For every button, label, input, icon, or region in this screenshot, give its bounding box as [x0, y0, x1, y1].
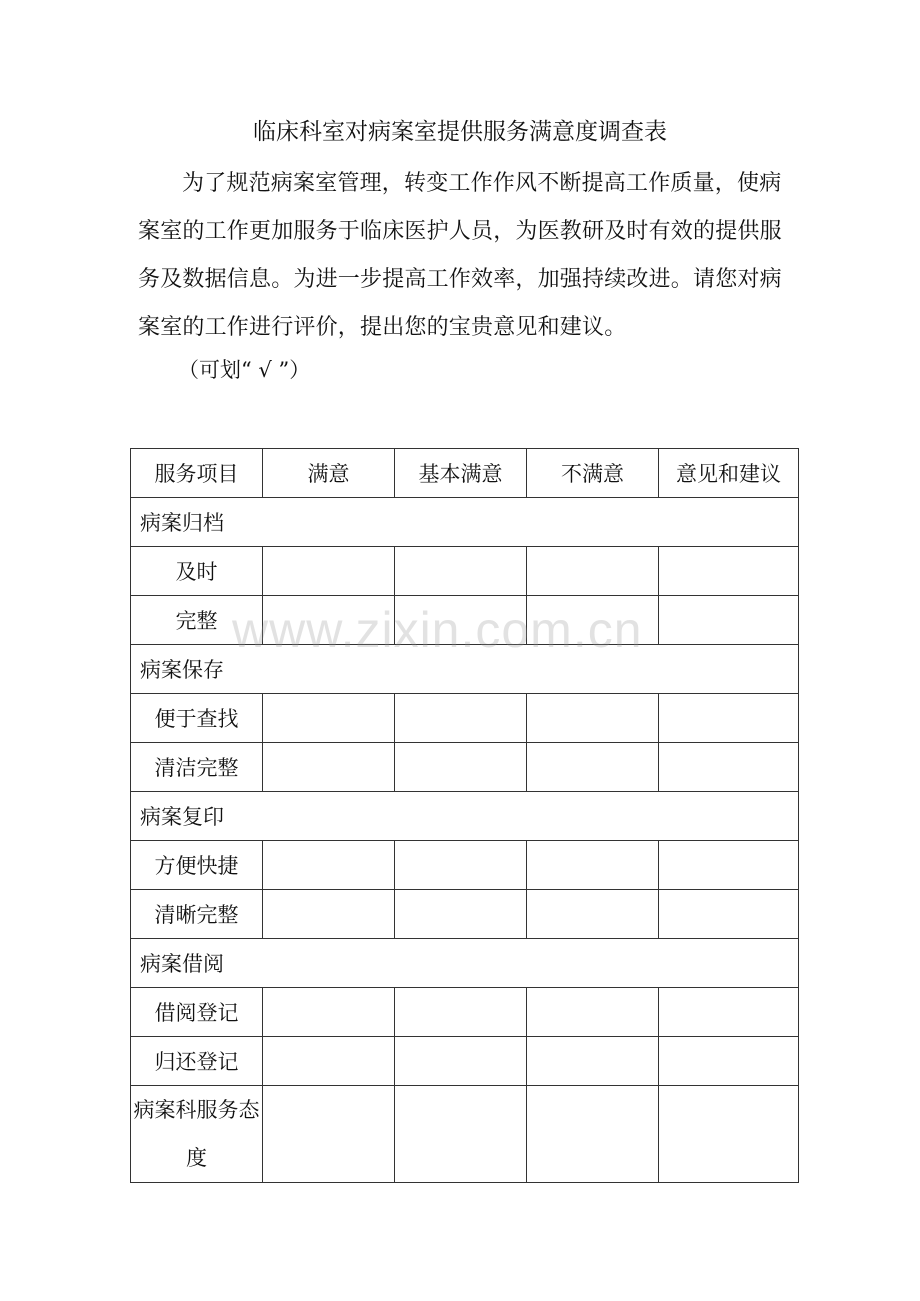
header-basically-satisfied: 基本满意 [395, 449, 527, 498]
suggestion-cell[interactable] [659, 841, 799, 890]
satisfied-cell[interactable] [263, 841, 395, 890]
section-borrowing: 病案借阅 [131, 939, 799, 988]
satisfaction-table [130, 448, 799, 1183]
suggestion-cell[interactable] [659, 890, 799, 939]
unsatisfied-cell[interactable] [527, 1037, 659, 1086]
item-label: 归还登记 [131, 1037, 263, 1086]
section-row [131, 645, 799, 694]
header-suggestions: 意见和建议 [659, 449, 799, 498]
table-row [131, 890, 799, 939]
unsatisfied-cell[interactable] [527, 743, 659, 792]
section-row [131, 939, 799, 988]
section-storage: 病案保存 [131, 645, 799, 694]
item-label: 完整 [131, 596, 263, 645]
satisfied-cell[interactable] [263, 743, 395, 792]
satisfied-cell[interactable] [263, 988, 395, 1037]
suggestion-cell[interactable] [659, 1086, 799, 1183]
check-mark-note: （可划“ √ ”） [178, 358, 311, 382]
table-row [131, 743, 799, 792]
item-label-service-attitude: 病案科服务态度 [131, 1086, 263, 1183]
table-row [131, 841, 799, 890]
satisfied-cell[interactable] [263, 547, 395, 596]
header-satisfied: 满意 [263, 449, 395, 498]
basically-satisfied-cell[interactable] [395, 1086, 527, 1183]
item-label: 便于查找 [131, 694, 263, 743]
satisfied-cell[interactable] [263, 596, 395, 645]
suggestion-cell[interactable] [659, 547, 799, 596]
unsatisfied-cell[interactable] [527, 988, 659, 1037]
unsatisfied-cell[interactable] [527, 596, 659, 645]
unsatisfied-cell[interactable] [527, 1086, 659, 1183]
unsatisfied-cell[interactable] [527, 841, 659, 890]
unsatisfied-cell[interactable] [527, 694, 659, 743]
suggestion-cell[interactable] [659, 988, 799, 1037]
header-service-item: 服务项目 [131, 449, 263, 498]
item-label: 及时 [131, 547, 263, 596]
suggestion-cell[interactable] [659, 1037, 799, 1086]
basically-satisfied-cell[interactable] [395, 890, 527, 939]
item-label: 清晰完整 [131, 890, 263, 939]
unsatisfied-cell[interactable] [527, 890, 659, 939]
basically-satisfied-cell[interactable] [395, 1037, 527, 1086]
table-row [131, 988, 799, 1037]
section-archiving: 病案归档 [131, 498, 799, 547]
item-label: 方便快捷 [131, 841, 263, 890]
basically-satisfied-cell[interactable] [395, 596, 527, 645]
table-row [131, 547, 799, 596]
table-row [131, 694, 799, 743]
watermark: www.zixin.com.cn [232, 602, 643, 658]
table-header-row [131, 449, 799, 498]
table-row [131, 1037, 799, 1086]
satisfied-cell[interactable] [263, 1037, 395, 1086]
unsatisfied-cell[interactable] [527, 547, 659, 596]
basically-satisfied-cell[interactable] [395, 988, 527, 1037]
basically-satisfied-cell[interactable] [395, 694, 527, 743]
item-label: 清洁完整 [131, 743, 263, 792]
suggestion-cell[interactable] [659, 743, 799, 792]
section-copying: 病案复印 [131, 792, 799, 841]
suggestion-cell[interactable] [659, 596, 799, 645]
header-unsatisfied: 不满意 [527, 449, 659, 498]
section-row [131, 498, 799, 547]
item-label: 借阅登记 [131, 988, 263, 1037]
section-row [131, 792, 799, 841]
basically-satisfied-cell[interactable] [395, 841, 527, 890]
suggestion-cell[interactable] [659, 694, 799, 743]
table-row [131, 596, 799, 645]
satisfied-cell[interactable] [263, 1086, 395, 1183]
table-row [131, 1086, 799, 1183]
basically-satisfied-cell[interactable] [395, 547, 527, 596]
satisfied-cell[interactable] [263, 890, 395, 939]
basically-satisfied-cell[interactable] [395, 743, 527, 792]
intro-paragraph: 为了规范病案室管理，转变工作作风不断提高工作质量，使病案室的工作更加服务于临床医护人员，为医教研及时有效的提供服务及数据信息。为进一步提高工作效率，加强持续改进。请您对病案室的工作进行评价，提出您的宝贵意见和建议。 [138, 171, 782, 340]
satisfied-cell[interactable] [263, 694, 395, 743]
document-title: 临床科室对病案室提供服务满意度调查表 [253, 119, 667, 145]
